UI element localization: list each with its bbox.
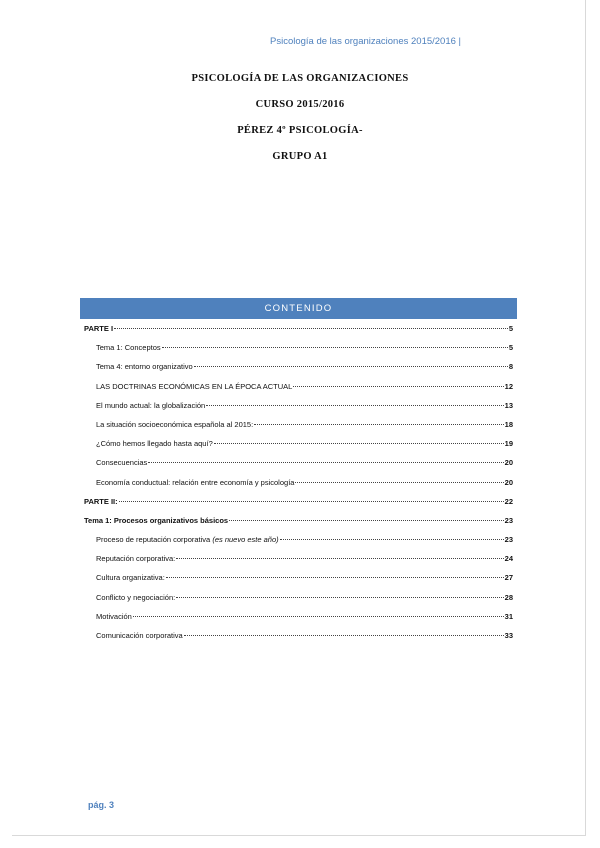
toc-entry[interactable] (84, 420, 513, 439)
toc-entry-title: Tema 4: entorno organizativo (96, 362, 193, 372)
toc-entry-page: 23 (504, 515, 513, 525)
toc-leader-dots (295, 482, 503, 483)
toc-entry[interactable] (84, 631, 513, 650)
toc-entry-title: Reputación corporativa: (96, 554, 176, 564)
table-of-contents (84, 324, 513, 650)
toc-entry-page: 5 (508, 324, 513, 333)
toc-entry-title: Cultura organizativa: (96, 573, 165, 583)
toc-entry-page: 22 (504, 496, 513, 506)
toc-entry[interactable] (84, 362, 513, 381)
toc-entry-title: Comunicación corporativa (96, 631, 183, 640)
title-group: GRUPO A1 (272, 151, 328, 162)
toc-entry[interactable] (84, 535, 513, 554)
toc-entry-title: La situación socioeconómica española al 2015: (96, 419, 254, 429)
toc-entry-title: Tema 1: Procesos organizativos básicos (84, 515, 229, 525)
toc-entry[interactable] (84, 593, 513, 612)
toc-leader-dots (148, 462, 503, 463)
toc-entry[interactable] (84, 382, 513, 401)
toc-entry-page: 27 (504, 573, 513, 583)
toc-entry-title: El mundo actual: la globalización (96, 400, 206, 410)
toc-entry[interactable] (84, 439, 513, 458)
toc-leader-dots (229, 520, 504, 521)
toc-leader-dots (280, 539, 504, 540)
toc-entry[interactable] (84, 573, 513, 592)
toc-entry-page: 24 (504, 554, 513, 564)
toc-leader-dots (194, 366, 508, 367)
toc-leader-dots (119, 501, 504, 502)
toc-entry-title: Consecuencias (96, 458, 148, 468)
toc-entry-title: ¿Cómo hemos llegado hasta aquí? (96, 439, 213, 449)
toc-entry-page: 5 (508, 343, 513, 353)
toc-entry-page: 19 (504, 439, 513, 449)
toc-entry[interactable] (84, 516, 513, 535)
toc-leader-dots (162, 347, 508, 348)
toc-entry-title: Conflicto y negociación: (96, 592, 176, 602)
toc-leader-dots (254, 424, 503, 425)
title-course: CURSO 2015/2016 (255, 99, 345, 110)
toc-entry-title: Proceso de reputación corporativa (es nuevo este año) (96, 535, 279, 545)
toc-entry-title: LAS DOCTRINAS ECONÓMICAS EN LA ÉPOCA ACTUAL (96, 381, 293, 391)
toc-entry-page: 13 (504, 400, 513, 410)
toc-leader-dots (214, 443, 504, 444)
toc-entry-page: 18 (504, 419, 513, 429)
toc-entry[interactable] (84, 478, 513, 497)
title-subject: PSICOLOGÍA DE LAS ORGANIZACIONES (191, 73, 409, 84)
toc-entry-title: PARTE II: (84, 496, 118, 506)
toc-leader-dots (133, 616, 504, 617)
toc-entry[interactable] (84, 554, 513, 573)
toc-entry-title: Economía conductual: relación entre economía y psicología (96, 477, 295, 487)
toc-leader-dots (176, 558, 503, 559)
toc-leader-dots (206, 405, 503, 406)
title-block (0, 72, 600, 176)
toc-leader-dots (184, 635, 504, 636)
toc-entry[interactable] (84, 612, 513, 631)
toc-heading (80, 298, 517, 319)
toc-entry-title: Tema 1: Conceptos (96, 343, 161, 353)
toc-entry[interactable] (84, 324, 513, 343)
toc-leader-dots (293, 386, 503, 387)
toc-entry[interactable] (84, 458, 513, 477)
toc-leader-dots (176, 597, 503, 598)
toc-entry[interactable] (84, 343, 513, 362)
toc-entry-page: 33 (504, 631, 513, 640)
toc-entry-page: 12 (504, 381, 513, 391)
page-number: pág. 3 (88, 800, 115, 810)
toc-entry-title: Motivación (96, 611, 132, 621)
toc-entry[interactable] (84, 497, 513, 516)
toc-entry-page: 8 (508, 362, 513, 372)
toc-entry-page: 31 (504, 611, 513, 621)
toc-entry-title: PARTE I (84, 324, 114, 333)
toc-entry-page: 20 (504, 458, 513, 468)
running-header: Psicología de las organizaciones 2015/2016 | (270, 36, 462, 47)
toc-leader-dots (114, 328, 508, 329)
toc-entry-page: 28 (504, 592, 513, 602)
title-author: PÉREZ 4º PSICOLOGÍA- (237, 125, 363, 136)
toc-heading-label: CONTENIDO (264, 303, 333, 314)
toc-leader-dots (166, 577, 504, 578)
toc-entry-page: 23 (504, 535, 513, 545)
toc-entry-page: 20 (504, 477, 513, 487)
toc-entry[interactable] (84, 401, 513, 420)
